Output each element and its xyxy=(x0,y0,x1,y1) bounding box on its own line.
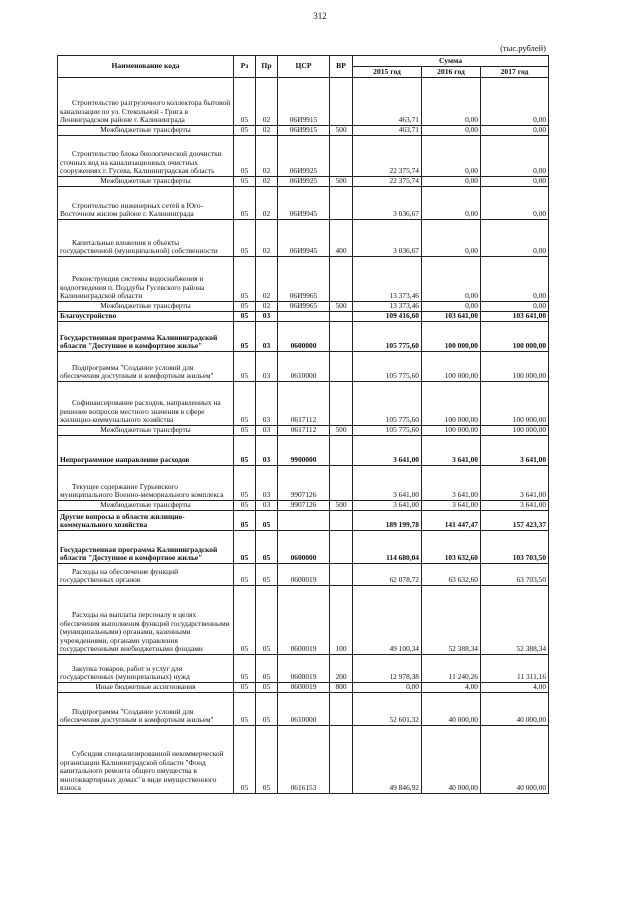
cell-rz: 05 xyxy=(234,564,256,586)
cell-csr: 0617112 xyxy=(278,426,330,436)
cell-csr: 0616153 xyxy=(278,726,330,794)
cell-y2017: 0,00 xyxy=(481,187,549,220)
cell-csr: 06И9915 xyxy=(278,78,330,126)
cell-pr: 05 xyxy=(256,693,278,726)
table-row xyxy=(58,426,549,436)
table-row xyxy=(58,78,549,126)
cell-y2017: 0,00 xyxy=(481,302,549,312)
cell-name: Межбюджетные трансферты xyxy=(58,302,234,312)
cell-y2017: 100 000,00 xyxy=(481,322,549,352)
cell-vr: 500 xyxy=(330,302,353,312)
cell-y2015: 13 373,46 xyxy=(353,302,422,312)
table-row xyxy=(58,655,549,683)
cell-y2016: 0,00 xyxy=(422,187,481,220)
table-row xyxy=(58,312,549,322)
cell-csr: 06И9925 xyxy=(278,177,330,187)
cell-y2016: 4,00 xyxy=(422,683,481,693)
cell-vr xyxy=(330,382,353,426)
table-row xyxy=(58,586,549,655)
cell-y2015: 189 199,78 xyxy=(353,511,422,531)
cell-name: Подпрограмма "Создание условий для обеспечения доступным и комфортным жильем" xyxy=(58,693,234,726)
cell-y2016: 0,00 xyxy=(422,136,481,177)
cell-name: Непрограммное направление расходов xyxy=(58,436,234,466)
table-row xyxy=(58,564,549,586)
cell-y2015: 0,00 xyxy=(353,683,422,693)
table-row xyxy=(58,322,549,352)
cell-vr: 800 xyxy=(330,683,353,693)
cell-y2017: 11 311,16 xyxy=(481,655,549,683)
cell-csr: 0600000 xyxy=(278,531,330,564)
cell-rz: 05 xyxy=(234,382,256,426)
cell-y2015: 463,71 xyxy=(353,126,422,136)
cell-rz: 05 xyxy=(234,426,256,436)
header-pr: Пр xyxy=(256,56,278,78)
table-row xyxy=(58,126,549,136)
cell-pr: 05 xyxy=(256,655,278,683)
cell-y2016: 11 240,26 xyxy=(422,655,481,683)
cell-y2015: 49 100,34 xyxy=(353,586,422,655)
cell-y2017: 100 000,00 xyxy=(481,352,549,382)
cell-name: Расходы на выплаты персоналу в целях обеспечения выполнения функций государственными (муниципальными) органами, казенными учреждениями, органами управления государственными внебюджетными фондами xyxy=(58,586,234,655)
cell-y2017: 40 000,00 xyxy=(481,693,549,726)
table-row xyxy=(58,220,549,257)
cell-vr xyxy=(330,511,353,531)
cell-y2017: 0,00 xyxy=(481,78,549,126)
cell-vr xyxy=(330,693,353,726)
cell-vr xyxy=(330,531,353,564)
cell-rz: 05 xyxy=(234,312,256,322)
cell-vr xyxy=(330,564,353,586)
cell-y2017: 3 641,00 xyxy=(481,501,549,511)
cell-rz: 05 xyxy=(234,322,256,352)
cell-y2017: 63 703,50 xyxy=(481,564,549,586)
cell-vr: 500 xyxy=(330,126,353,136)
cell-y2017: 40 000,00 xyxy=(481,726,549,794)
cell-y2016: 0,00 xyxy=(422,257,481,302)
cell-y2016: 3 641,00 xyxy=(422,501,481,511)
header-2017: 2017 год xyxy=(481,67,549,78)
cell-csr: 9900000 xyxy=(278,436,330,466)
table-row xyxy=(58,257,549,302)
cell-csr: 9907126 xyxy=(278,501,330,511)
cell-y2016: 0,00 xyxy=(422,78,481,126)
table-row xyxy=(58,352,549,382)
cell-name: Межбюджетные трансферты xyxy=(58,501,234,511)
header-vr: ВР xyxy=(330,56,353,78)
cell-csr: 0600019 xyxy=(278,683,330,693)
cell-csr xyxy=(278,511,330,531)
cell-vr xyxy=(330,312,353,322)
cell-rz: 05 xyxy=(234,531,256,564)
cell-name: Закупка товаров, работ и услуг для государственных (муниципальных) нужд xyxy=(58,655,234,683)
cell-vr xyxy=(330,436,353,466)
cell-name: Субсидия специализированной некоммерческой организации Калининградской области "Фонд капитального ремонта общего имущества в многоквартирных домах" в виде имущественного взноса xyxy=(58,726,234,794)
cell-pr: 05 xyxy=(256,586,278,655)
table-row xyxy=(58,436,549,466)
cell-y2015: 105 775,60 xyxy=(353,426,422,436)
cell-name: Межбюджетные трансферты xyxy=(58,126,234,136)
cell-csr: 06И9945 xyxy=(278,187,330,220)
cell-y2017: 0,00 xyxy=(481,257,549,302)
cell-name: Другие вопросы в области жилищно-коммунального хозяйства xyxy=(58,511,234,531)
cell-pr: 03 xyxy=(256,382,278,426)
cell-y2017: 52 388,34 xyxy=(481,586,549,655)
cell-y2015: 109 416,60 xyxy=(353,312,422,322)
cell-csr: 06И9925 xyxy=(278,136,330,177)
cell-csr: 9907126 xyxy=(278,466,330,501)
table-row xyxy=(58,382,549,426)
header-2016: 2016 год xyxy=(422,67,481,78)
cell-csr: 0600019 xyxy=(278,655,330,683)
cell-y2016: 40 000,00 xyxy=(422,693,481,726)
cell-pr: 02 xyxy=(256,302,278,312)
cell-y2015: 12 978,38 xyxy=(353,655,422,683)
table-row xyxy=(58,177,549,187)
cell-rz: 05 xyxy=(234,78,256,126)
table-row xyxy=(58,136,549,177)
cell-csr: 0600019 xyxy=(278,586,330,655)
cell-rz: 05 xyxy=(234,436,256,466)
table-row xyxy=(58,302,549,312)
cell-name: Межбюджетные трансферты xyxy=(58,177,234,187)
cell-y2015: 62 078,72 xyxy=(353,564,422,586)
cell-y2016: 100 000,00 xyxy=(422,382,481,426)
cell-rz: 05 xyxy=(234,352,256,382)
cell-y2015: 49 846,92 xyxy=(353,726,422,794)
cell-rz: 05 xyxy=(234,302,256,312)
cell-pr: 05 xyxy=(256,683,278,693)
cell-name: Подпрограмма "Создание условий для обеспечения доступным и комфортным жильем" xyxy=(58,352,234,382)
table-row xyxy=(58,531,549,564)
cell-name: Строительство разгрузочного коллектора бытовой канализации по ул. Стекольной - Грига в Ленинградском районе г. Калининграда xyxy=(58,78,234,126)
page-number: 312 xyxy=(313,11,327,21)
cell-csr: 0600000 xyxy=(278,322,330,352)
cell-y2017: 157 423,37 xyxy=(481,511,549,531)
cell-y2015: 105 775,60 xyxy=(353,352,422,382)
cell-name: Капитальные вложения в объекты государственной (муниципальной) собственности xyxy=(58,220,234,257)
cell-vr xyxy=(330,726,353,794)
cell-pr: 05 xyxy=(256,564,278,586)
cell-vr xyxy=(330,466,353,501)
header-csr: ЦСР xyxy=(278,56,330,78)
cell-y2017: 103 703,50 xyxy=(481,531,549,564)
cell-csr: 06И9915 xyxy=(278,126,330,136)
cell-y2017: 4,00 xyxy=(481,683,549,693)
cell-y2015: 105 775,60 xyxy=(353,322,422,352)
cell-name: Иные бюджетные ассигнования xyxy=(58,683,234,693)
cell-y2017: 0,00 xyxy=(481,136,549,177)
cell-csr: 0617112 xyxy=(278,382,330,426)
cell-pr: 03 xyxy=(256,501,278,511)
cell-csr: 06И9965 xyxy=(278,302,330,312)
cell-pr: 03 xyxy=(256,322,278,352)
table-row xyxy=(58,511,549,531)
cell-y2017: 103 641,00 xyxy=(481,312,549,322)
cell-vr xyxy=(330,257,353,302)
cell-y2016: 141 447,47 xyxy=(422,511,481,531)
cell-y2016: 3 641,00 xyxy=(422,466,481,501)
cell-pr: 02 xyxy=(256,187,278,220)
cell-y2015: 3 641,00 xyxy=(353,501,422,511)
cell-rz: 05 xyxy=(234,683,256,693)
cell-rz: 05 xyxy=(234,126,256,136)
cell-vr xyxy=(330,352,353,382)
cell-y2016: 100 000,00 xyxy=(422,322,481,352)
cell-y2016: 0,00 xyxy=(422,220,481,257)
cell-vr: 500 xyxy=(330,426,353,436)
cell-pr: 02 xyxy=(256,177,278,187)
cell-rz: 05 xyxy=(234,220,256,257)
cell-vr: 400 xyxy=(330,220,353,257)
cell-y2017: 3 641,00 xyxy=(481,436,549,466)
cell-y2015: 105 775,60 xyxy=(353,382,422,426)
cell-y2015: 114 680,04 xyxy=(353,531,422,564)
table-row xyxy=(58,466,549,501)
cell-vr xyxy=(330,136,353,177)
cell-y2016: 103 641,00 xyxy=(422,312,481,322)
cell-pr: 03 xyxy=(256,352,278,382)
cell-y2017: 100 000,00 xyxy=(481,382,549,426)
cell-rz: 05 xyxy=(234,511,256,531)
cell-rz: 05 xyxy=(234,466,256,501)
cell-y2016: 100 000,00 xyxy=(422,352,481,382)
cell-pr: 03 xyxy=(256,466,278,501)
cell-y2015: 463,71 xyxy=(353,78,422,126)
cell-rz: 05 xyxy=(234,136,256,177)
cell-y2016: 63 632,60 xyxy=(422,564,481,586)
cell-pr: 02 xyxy=(256,78,278,126)
cell-pr: 03 xyxy=(256,312,278,322)
header-2015: 2015 год xyxy=(353,67,422,78)
cell-pr: 02 xyxy=(256,220,278,257)
cell-pr: 02 xyxy=(256,257,278,302)
cell-y2016: 3 641,00 xyxy=(422,436,481,466)
cell-y2016: 103 632,60 xyxy=(422,531,481,564)
cell-y2015: 52 601,32 xyxy=(353,693,422,726)
cell-rz: 05 xyxy=(234,586,256,655)
cell-name: Строительство инженерных сетей в Юго-Восточном жилом районе г. Калининграда xyxy=(58,187,234,220)
cell-vr xyxy=(330,322,353,352)
header-rz: Рз xyxy=(234,56,256,78)
cell-pr: 02 xyxy=(256,136,278,177)
cell-rz: 05 xyxy=(234,187,256,220)
cell-rz: 05 xyxy=(234,501,256,511)
units-label: (тыс.рублей) xyxy=(500,43,546,53)
cell-y2016: 0,00 xyxy=(422,177,481,187)
cell-vr: 500 xyxy=(330,177,353,187)
cell-pr: 03 xyxy=(256,436,278,466)
cell-vr: 200 xyxy=(330,655,353,683)
cell-y2015: 22 375,74 xyxy=(353,136,422,177)
cell-y2016: 0,00 xyxy=(422,126,481,136)
budget-table xyxy=(57,55,549,794)
cell-pr: 05 xyxy=(256,511,278,531)
cell-pr: 05 xyxy=(256,726,278,794)
table-row xyxy=(58,187,549,220)
cell-y2015: 3 036,67 xyxy=(353,220,422,257)
cell-vr: 500 xyxy=(330,501,353,511)
cell-name: Софинансирование расходов, направленных на решение вопросов местного значения в сфере жилищно-коммунального хозяйства xyxy=(58,382,234,426)
cell-y2017: 3 641,00 xyxy=(481,466,549,501)
cell-y2017: 0,00 xyxy=(481,220,549,257)
cell-csr xyxy=(278,312,330,322)
cell-name: Расходы на обеспечение функций государственных органов xyxy=(58,564,234,586)
header-name: Наименование кода xyxy=(58,56,234,78)
table-row xyxy=(58,501,549,511)
cell-name: Реконструкция системы водоснабжения и водоотведения п. Поддубы Гусевского района Калининградской области xyxy=(58,257,234,302)
cell-y2016: 40 000,00 xyxy=(422,726,481,794)
cell-name: Благоустройство xyxy=(58,312,234,322)
cell-y2016: 100 000,00 xyxy=(422,426,481,436)
cell-rz: 05 xyxy=(234,693,256,726)
cell-name: Государственная программа Калининградской области "Доступное и комфортное жилье" xyxy=(58,531,234,564)
cell-csr: 0610000 xyxy=(278,352,330,382)
cell-rz: 05 xyxy=(234,257,256,302)
table-body xyxy=(58,78,549,794)
cell-y2017: 100 000,00 xyxy=(481,426,549,436)
cell-pr: 03 xyxy=(256,426,278,436)
cell-name: Строительство блока биологической доочистки сточных вод на канализационных очистных сооружениях г. Гусева, Калининградская область xyxy=(58,136,234,177)
header-sum: Сумма xyxy=(353,56,549,67)
cell-name: Межбюджетные трансферты xyxy=(58,426,234,436)
cell-y2015: 3 641,00 xyxy=(353,466,422,501)
cell-csr: 0600019 xyxy=(278,564,330,586)
cell-y2015: 3 641,00 xyxy=(353,436,422,466)
cell-vr xyxy=(330,78,353,126)
cell-y2015: 22 375,74 xyxy=(353,177,422,187)
cell-y2015: 3 036,67 xyxy=(353,187,422,220)
cell-y2015: 13 373,46 xyxy=(353,257,422,302)
cell-pr: 02 xyxy=(256,126,278,136)
cell-pr: 05 xyxy=(256,531,278,564)
cell-csr: 06И9965 xyxy=(278,257,330,302)
cell-vr: 100 xyxy=(330,586,353,655)
cell-y2016: 0,00 xyxy=(422,302,481,312)
cell-rz: 05 xyxy=(234,726,256,794)
cell-name: Государственная программа Калининградской области "Доступное и комфортное жилье" xyxy=(58,322,234,352)
table-row xyxy=(58,693,549,726)
cell-vr xyxy=(330,187,353,220)
cell-y2016: 52 388,34 xyxy=(422,586,481,655)
table-row xyxy=(58,726,549,794)
cell-rz: 05 xyxy=(234,177,256,187)
cell-y2017: 0,00 xyxy=(481,126,549,136)
cell-csr: 06И9945 xyxy=(278,220,330,257)
cell-rz: 05 xyxy=(234,655,256,683)
cell-csr: 0610000 xyxy=(278,693,330,726)
cell-y2017: 0,00 xyxy=(481,177,549,187)
cell-name: Текущее содержание Гурьевского муниципального Военно-мемориального комплекса xyxy=(58,466,234,501)
table-row xyxy=(58,683,549,693)
